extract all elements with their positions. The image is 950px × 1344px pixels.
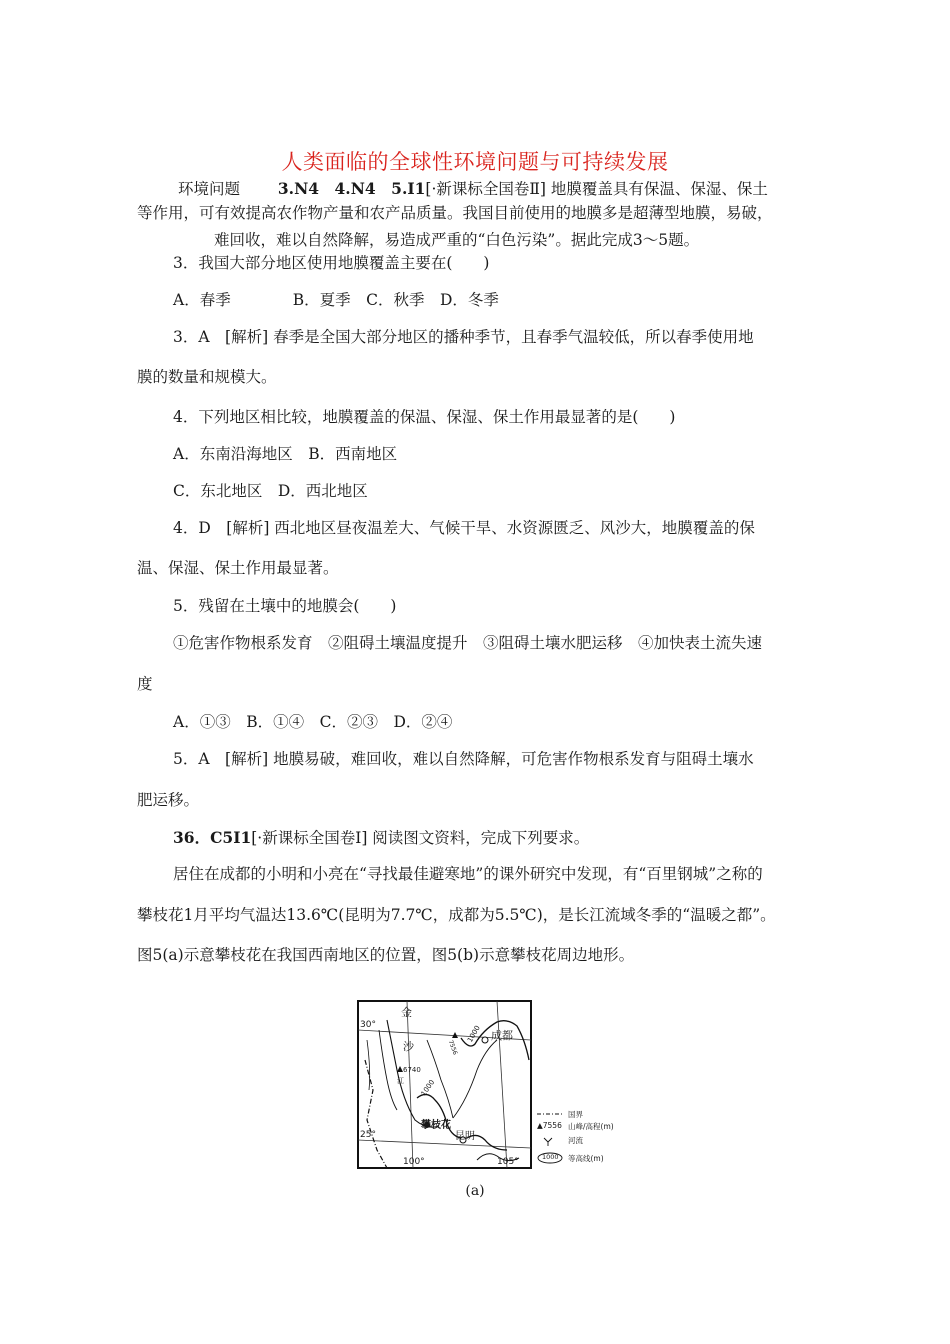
legend-contour-value: 1000 xyxy=(542,1153,559,1161)
map-label-lon-105: 105° xyxy=(497,1157,519,1167)
map-label-lat-25: 25° xyxy=(360,1130,376,1140)
question-3-stem: 3．我国大部分地区使用地膜覆盖主要在( ) xyxy=(173,254,490,272)
answer-5-line-1: 5．A [解析] 地膜易破，难回收，难以自然降解，可危害作物根系发育与阻碍土壤水 xyxy=(173,750,754,768)
legend-peak-label: 山峰/高程(m) xyxy=(568,1122,614,1131)
question-5-statements-1: ①危害作物根系发育 ②阻碍土壤温度提升 ③阻碍土壤水肥运移 ④加快表土流失速 xyxy=(173,634,763,652)
map-label-jin: 金 xyxy=(401,1006,412,1019)
map-label-lon-100: 100° xyxy=(403,1157,425,1167)
question-3-options: A．春季 B．夏季 C．秋季 D．冬季 xyxy=(173,291,499,309)
intro-line-1 xyxy=(178,177,768,199)
legend-river-symbol xyxy=(544,1138,552,1146)
map-label-sha: 沙 xyxy=(403,1040,414,1053)
answer-3-line-2: 膜的数量和规模大。 xyxy=(137,368,277,386)
map-label-jiang: 江 xyxy=(397,1077,404,1085)
map-label-peak-7556: 7556 xyxy=(446,1039,459,1056)
map-label-chengdu: 成都 xyxy=(491,1029,513,1042)
passage-line-2: 攀枝花1月平均气温达13.6℃(昆明为7.7℃，成都为5.5℃)，是长江流域冬季的“温暖之都”。 xyxy=(137,906,776,924)
answer-4-line-1: 4．D [解析] 西北地区昼夜温差大、气候干旱、水资源匮乏、风沙大，地膜覆盖的保 xyxy=(173,519,755,537)
question-36-code: 36．C5I1 xyxy=(173,828,252,847)
figure-caption: (a) xyxy=(465,1183,485,1199)
map-label-lat-30: 30° xyxy=(360,1020,376,1030)
map-legend xyxy=(536,1108,656,1168)
chengdu-marker xyxy=(482,1037,488,1043)
question-4-options-1: A．东南沿海地区 B．西南地区 xyxy=(173,445,398,463)
map-label-contour-1000: 1000 xyxy=(465,1024,482,1044)
page-title: 人类面临的全球性环境问题与可持续发展 xyxy=(281,150,669,174)
intro-text-1: [·新课标全国卷Ⅱ] 地膜覆盖具有保温、保湿、保土 xyxy=(425,180,768,198)
map-drawing xyxy=(357,1000,532,1170)
map-label-kunming: 昆明 xyxy=(455,1131,475,1142)
legend-border-label: 国界 xyxy=(568,1110,583,1119)
map-label-contour-1000-b: 1000 xyxy=(419,1078,437,1098)
map-label-panzhihua: 攀枝花 xyxy=(421,1120,451,1131)
question-4-options-2: C．东北地区 D．西北地区 xyxy=(173,482,368,500)
intro-line-2: 等作用，可有效提高农作物产量和农产品质量。我国目前使用的地膜多是超薄型地膜，易破， xyxy=(137,204,773,222)
legend-river-label: 河流 xyxy=(568,1136,583,1145)
question-5-statements-2: 度 xyxy=(137,675,153,693)
answer-4-line-2: 温、保湿、保土作用最显著。 xyxy=(137,559,339,577)
answer-3-line-1: 3．A [解析] 春季是全国大部分地区的播种季节，且春季气温较低，所以春季使用地 xyxy=(173,328,754,346)
legend-peak-value: ▲7556 xyxy=(537,1121,562,1130)
question-5-options: A．①③ B．①④ C．②③ D．②④ xyxy=(173,713,453,731)
location-map xyxy=(357,1000,532,1170)
question-codes: 3.N4 4.N4 5.I1 xyxy=(277,179,426,198)
passage-line-3: 图5(a)示意攀枝花在我国西南地区的位置，图5(b)示意攀枝花周边地形。 xyxy=(137,946,635,964)
question-4-stem: 4．下列地区相比较，地膜覆盖的保温、保湿、保土作用最显著的是( ) xyxy=(173,408,676,426)
question-36-text: [·新课标全国卷Ⅰ] 阅读图文资料，完成下列要求。 xyxy=(251,829,590,847)
question-5-stem: 5．残留在土壤中的地膜会( ) xyxy=(173,597,397,615)
question-36-stem xyxy=(173,826,589,848)
intro-line-3: 难回收，难以自然降解，易造成严重的“白色污染”。据此完成3～5题。 xyxy=(214,231,700,249)
passage-line-1: 居住在成都的小明和小亮在“寻找最佳避寒地”的课外研究中发现，有“百里钢城”之称的 xyxy=(173,865,763,883)
answer-5-line-2: 肥运移。 xyxy=(137,791,200,809)
map-label-peak-6740: 6740 xyxy=(403,1066,421,1074)
legend-contour-label: 等高线(m) xyxy=(568,1154,604,1163)
topic-label: 环境问题 xyxy=(178,180,241,198)
